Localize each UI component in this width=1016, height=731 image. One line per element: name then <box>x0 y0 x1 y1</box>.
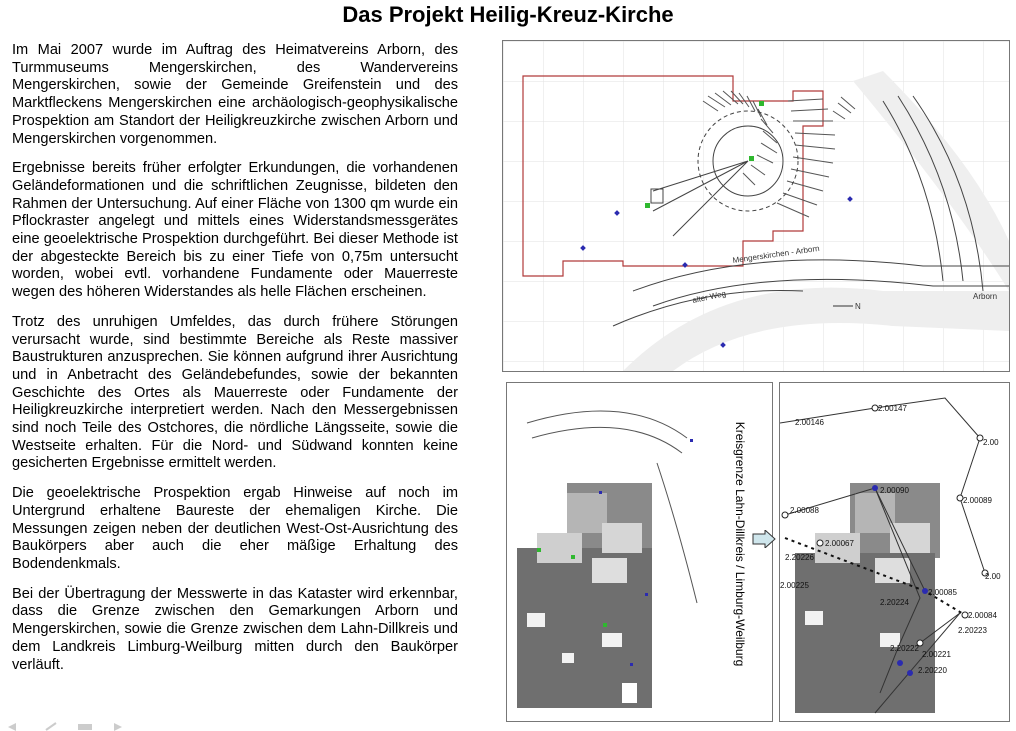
parcel-label-20224: 2.20224 <box>880 598 909 607</box>
next-slide-icon <box>114 723 122 731</box>
paragraph-findings: Trotz des unruhigen Umfeldes, das durch frühere Störungen verursacht wurde, sind bestimmte Bereiche als Reste massiver Baustrukturen anzusprechen. Sie können aufgrund ihrer Ausrichtung und in Anbetracht des Geländebefundes, sowie der bekannten Geschichte des Ortes als Mauerreste oder Fundamente der Heiligkreuzkirche interpretiert werden. Nach den Messergebnissen sind noch Teile des Ostchores, die nördliche Längsseite, sowie die Westseite erhalten. Für die Nord- und Südwand konnten keine gesicherten Ergebnisse ermittelt werden. <box>12 313 458 472</box>
cadastre-drawing <box>780 383 1009 721</box>
parcel-label-00084: 2.00084 <box>968 611 997 620</box>
page-title: Das Projekt Heilig-Kreuz-Kirche <box>342 2 674 27</box>
parcel-label-00067: 2.00067 <box>825 539 854 548</box>
site-plan-map <box>502 40 1010 372</box>
north-label: N <box>855 302 861 311</box>
parcel-label-00088: 2.00088 <box>790 506 819 515</box>
parcel-label-00147: 2.00147 <box>878 404 907 413</box>
county-border-label <box>730 404 750 684</box>
road-label-arborn: Arborn <box>973 292 998 301</box>
county-border-text: Kreisgrenze Lahn-Dillkreis / Limburg-Weilburg <box>733 421 747 667</box>
parcel-label-20226: 2.20226 <box>785 553 814 562</box>
road-label-old: alter Weg <box>691 289 727 305</box>
parcel-label-00225: 2.00225 <box>780 581 809 590</box>
parcel-label-00: 2.00 <box>983 438 999 447</box>
parcel-label-00146: 2.00146 <box>795 418 824 427</box>
paragraph-method: Ergebnisse bereits früher erfolgter Erkundungen, die vorhandenen Geländeformationen und die schriftlichen Zeugnisse, bildeten den Rahmen der Untersuchung. Auf einer Fläche von 1300 qm wurde ein Pflockraster angelegt und mittels eines Widerstandsmessgerätes eine geoelektrische Prospektion durchgeführt. Bei dieser Methode ist der abgesteckte Bereich bis zu einer Tiefe von 0,75m untersucht worden, wobei evtl. vorhandene Fundamente oder Mauerreste wegen des höheren Widerstandes als helle Flächen erscheinen. <box>12 160 458 301</box>
slide-nav-controls[interactable] <box>6 722 126 731</box>
paragraph-cadastre: Bei der Übertragung der Messwerte in das Kataster wird erkennbar, dass die Grenze zwischen den Gemarkungen Arborn und Mengerskirchen, sowie die Grenze zwischen dem Lahn-Dillkreis und dem Landkreis Limburg-Weilburg mitten durch den Baukörper verläuft. <box>12 585 458 673</box>
paragraph-results: Die geoelektrische Prospektion ergab Hinweise auf noch im Untergrund erhaltene Baureste der ehemaligen Kirche. Die Messungen zeigen neben der deutlichen West-Ost-Ausrichtung des Baukörpers aber auch die eher mäßige Erhaltung des Bodendenkmals. <box>12 485 458 572</box>
parcel-label-20223: 2.20223 <box>958 626 987 635</box>
road-label-main: Mengerskirchen - Arborn <box>732 243 821 265</box>
pen-icon <box>46 723 56 730</box>
prev-slide-icon <box>8 723 16 731</box>
menu-icon <box>78 724 92 730</box>
parcel-label-00221: 2.00221 <box>922 650 951 659</box>
parcel-label-00090: 2.00090 <box>880 486 909 495</box>
parcel-label-20220: 2.20220 <box>918 666 947 675</box>
site-plan-drawing <box>503 41 1009 371</box>
parcel-label-00-b: 2.00 <box>985 572 1001 581</box>
parcel-label-20222: 2.20222 <box>890 644 919 653</box>
arrow-right-icon <box>752 530 776 548</box>
paragraph-intro: Im Mai 2007 wurde im Auftrag des Heimatvereins Arborn, des Turmmuseums Mengerskirchen, des Wandervereins Mengerskirchen, sowie der Gemeinde Greifenstein und des Marktfleckens Mengerskirchen eine archäologisch-geophysikalische Prospektion am Standort der Heiligkreuzkirche zwischen Arborn und Mengerskirchen vorgenommen. <box>12 42 458 147</box>
cadastre-overlay-map <box>779 382 1010 722</box>
parcel-label-00089: 2.00089 <box>963 496 992 505</box>
text-column <box>12 42 458 686</box>
parcel-label-00085: 2.00085 <box>928 588 957 597</box>
